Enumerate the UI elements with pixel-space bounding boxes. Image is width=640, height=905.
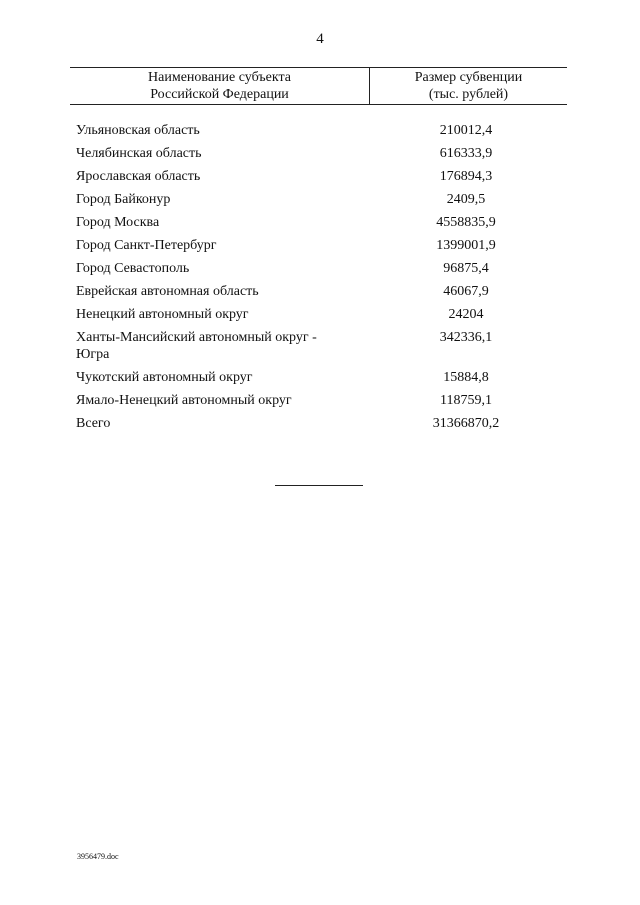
subsidy-amount: 24204 xyxy=(448,307,484,322)
subject-name: Ханты-Мансийский автономный округ - Югра xyxy=(76,330,317,362)
subsidy-amount: 46067,9 xyxy=(443,284,489,299)
table-row xyxy=(70,369,567,386)
subsidy-amount: 616333,9 xyxy=(439,146,493,161)
subsidy-amount: 1399001,9 xyxy=(436,238,496,253)
table-row xyxy=(70,237,567,254)
subsidy-amount: 210012,4 xyxy=(439,123,493,138)
subject-name: Челябинская область xyxy=(76,146,202,161)
subject-name: Ульяновская область xyxy=(76,123,200,138)
total-label: Всего xyxy=(76,416,111,431)
table-row xyxy=(70,260,567,277)
table-row xyxy=(70,306,567,323)
closing-separator-line xyxy=(275,485,363,486)
subject-name: Город Санкт-Петербург xyxy=(76,238,217,253)
subsidy-amount: 118759,1 xyxy=(440,393,492,408)
table-row xyxy=(70,191,567,208)
subsidy-amount: 2409,5 xyxy=(446,192,486,207)
subsidy-amount: 15884,8 xyxy=(443,370,489,385)
subject-name: Город Байконур xyxy=(76,192,171,207)
header-subsidy-amount: Размер субвенции (тыс. рублей) xyxy=(414,70,523,102)
table-body xyxy=(70,122,567,432)
subject-name: Ненецкий автономный округ xyxy=(76,307,249,322)
subsidy-amount: 96875,4 xyxy=(443,261,489,276)
total-amount: 31366870,2 xyxy=(432,416,500,431)
page-number: 4 xyxy=(316,31,324,47)
table-row-total xyxy=(70,415,567,432)
table-row xyxy=(70,283,567,300)
subject-name: Город Севастополь xyxy=(76,261,190,276)
subject-name: Еврейская автономная область xyxy=(76,284,259,299)
subject-name: Чукотский автономный округ xyxy=(76,370,253,385)
subsidy-amount: 342336,1 xyxy=(439,330,493,345)
subject-name: Город Москва xyxy=(76,215,160,230)
table-row xyxy=(70,329,567,363)
subject-name: Ярославская область xyxy=(76,169,201,184)
subject-name: Ямало-Ненецкий автономный округ xyxy=(76,393,292,408)
header-subject-name: Наименование субъекта Российской Федерации xyxy=(70,68,370,104)
subsidy-table xyxy=(70,67,567,438)
table-header xyxy=(70,67,567,105)
subsidy-amount: 176894,3 xyxy=(439,169,493,184)
table-row xyxy=(70,122,567,139)
table-row xyxy=(70,214,567,231)
table-row xyxy=(70,168,567,185)
file-name: 3956479.doc xyxy=(77,852,119,861)
subsidy-amount: 4558835,9 xyxy=(436,215,496,230)
table-row xyxy=(70,392,567,409)
table-row xyxy=(70,145,567,162)
